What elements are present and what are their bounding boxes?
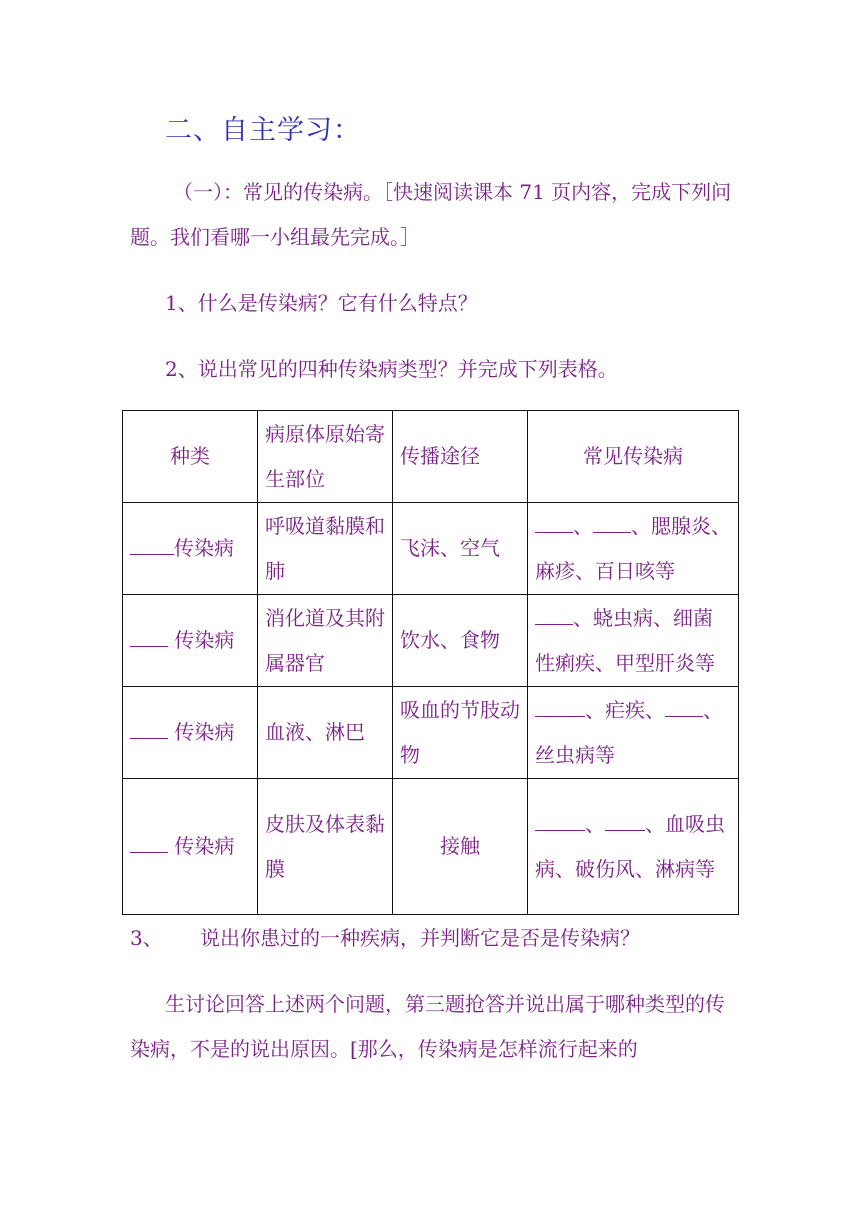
table-header-row (123, 411, 739, 503)
blank-field[interactable] (130, 712, 168, 739)
blank-field[interactable] (535, 804, 585, 831)
diseases-cell (528, 779, 739, 915)
site-cell: 血液、淋巴 (258, 687, 393, 779)
table-row (123, 687, 739, 779)
diseases-text: 、 (585, 811, 605, 836)
table-row (123, 503, 739, 595)
diseases-cell (528, 595, 739, 687)
diseases-text: 、丝虫病等 (535, 697, 723, 767)
site-cell: 消化道及其附属器官 (258, 595, 393, 687)
question-2: 2、说出常见的四种传染病类型？并完成下列表格。 (165, 357, 618, 381)
diseases-text: 、 (573, 513, 593, 538)
blank-field[interactable] (130, 826, 168, 853)
discussion-paragraph: 生讨论回答上述两个问题，第三题抢答并说出属于哪种类型的传染病，不是的说出原因。[那么，传染病是怎样流行起来的 (130, 992, 725, 1061)
type-label: 传染病 (174, 720, 235, 744)
question-1: 1、什么是传染病？它有什么特点？ (165, 291, 478, 315)
route-cell: 饮水、食物 (393, 595, 528, 687)
blank-field[interactable] (665, 690, 703, 717)
blank-field[interactable] (593, 506, 631, 533)
diseases-cell (528, 503, 739, 595)
table-row (123, 595, 739, 687)
blank-field[interactable] (535, 598, 573, 625)
diseases-text: 、疟疾、 (585, 697, 665, 722)
blank-field[interactable] (605, 804, 645, 831)
disease-table (122, 410, 739, 915)
type-label: 传染病 (174, 628, 235, 652)
question-3-text: 说出你患过的一种疾病，并判断它是否是传染病？ (200, 926, 640, 950)
type-cell (123, 595, 258, 687)
blank-field[interactable] (535, 506, 573, 533)
type-cell (123, 687, 258, 779)
question-3-number: 3、 (130, 926, 163, 950)
type-label: 传染病 (174, 834, 235, 858)
header-diseases: 常见传染病 (528, 411, 739, 503)
diseases-text: 、蛲虫病、细菌性痢疾、甲型肝炎等 (535, 605, 715, 675)
route-cell: 吸血的节肢动物 (393, 687, 528, 779)
route-cell: 接触 (393, 779, 528, 915)
type-cell (123, 779, 258, 915)
blank-field[interactable] (130, 620, 168, 647)
header-route: 传播途径 (393, 411, 528, 503)
site-cell: 皮肤及体表黏膜 (258, 779, 393, 915)
route-cell: 飞沫、空气 (393, 503, 528, 595)
diseases-cell (528, 687, 739, 779)
site-cell: 呼吸道黏膜和肺 (258, 503, 393, 595)
type-cell (123, 503, 258, 595)
question-3 (130, 916, 740, 961)
type-label: 传染病 (174, 536, 234, 560)
intro-paragraph: （一）：常见的传染病。［快速阅读课本 71 页内容，完成下列问题。我们看哪一小组最先完成。］ (130, 180, 732, 249)
diseases-text: 、血吸虫病、破伤风、淋病等 (535, 811, 725, 881)
table-row (123, 779, 739, 915)
blank-field[interactable] (535, 690, 585, 717)
blank-field[interactable] (130, 528, 174, 555)
header-type: 种类 (123, 411, 258, 503)
diseases-text: 、腮腺炎、麻疹、百日咳等 (535, 513, 731, 583)
header-site: 病原体原始寄生部位 (258, 411, 393, 503)
section-heading: 二、自主学习： (165, 115, 361, 146)
